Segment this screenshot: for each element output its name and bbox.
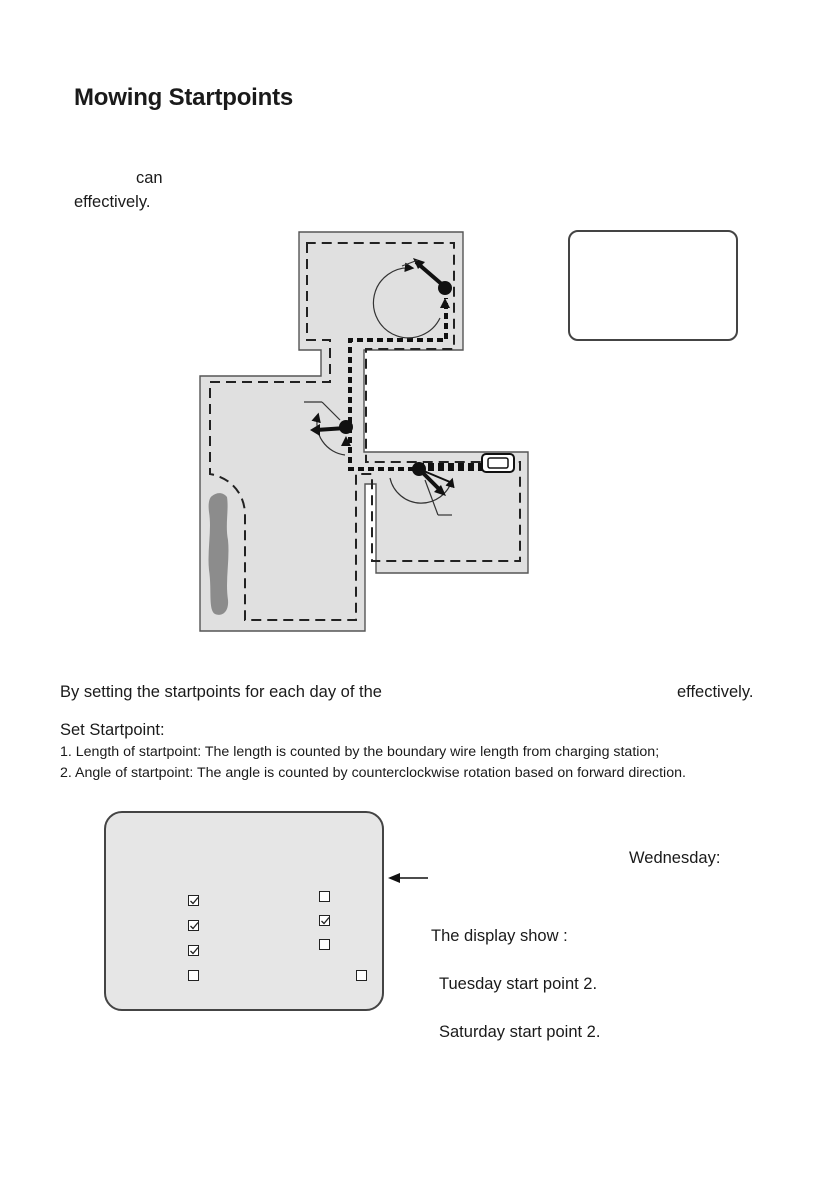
extra-checkbox[interactable] xyxy=(356,970,367,981)
display-panel xyxy=(104,811,384,1011)
charging-station-icon xyxy=(482,454,514,472)
label-wednesday: Wednesday: xyxy=(629,849,721,867)
page-title: Mowing Startpoints xyxy=(74,84,294,111)
set-startpoint-item-1: 1. Length of startpoint: The length is counted by the boundary wire length from charging station; xyxy=(60,744,660,760)
cb-left-checkbox-4[interactable] xyxy=(188,970,199,981)
paragraph-part2: effectively. xyxy=(677,683,754,701)
label-saturday: Saturday start point 2. xyxy=(439,1023,601,1041)
set-startpoint-item-2: 2. Angle of startpoint: The angle is counted by counterclockwise rotation based on forward direction. xyxy=(60,765,686,781)
intro-word-can: can xyxy=(136,169,163,187)
callout-box xyxy=(568,230,738,341)
cb-left-checkbox-2[interactable] xyxy=(188,920,199,931)
hedge-icon xyxy=(209,493,229,615)
set-startpoint-heading: Set Startpoint: xyxy=(60,721,165,739)
cb-left-checkbox-3[interactable] xyxy=(188,945,199,956)
cb-right-checkbox-3[interactable] xyxy=(319,939,330,950)
lawn-area xyxy=(200,232,528,631)
cb-right-checkbox-1[interactable] xyxy=(319,891,330,902)
pointer-arrow-icon xyxy=(386,870,430,886)
label-tuesday: Tuesday start point 2. xyxy=(439,975,598,993)
intro-word-effectively: effectively. xyxy=(74,193,151,211)
cb-right-checkbox-2[interactable] xyxy=(319,915,330,926)
paragraph-part1: By setting the startpoints for each day of the xyxy=(60,683,382,701)
cb-left-checkbox-1[interactable] xyxy=(188,895,199,906)
label-display-show: The display show : xyxy=(431,927,568,945)
lawn-map-diagram xyxy=(190,225,535,640)
